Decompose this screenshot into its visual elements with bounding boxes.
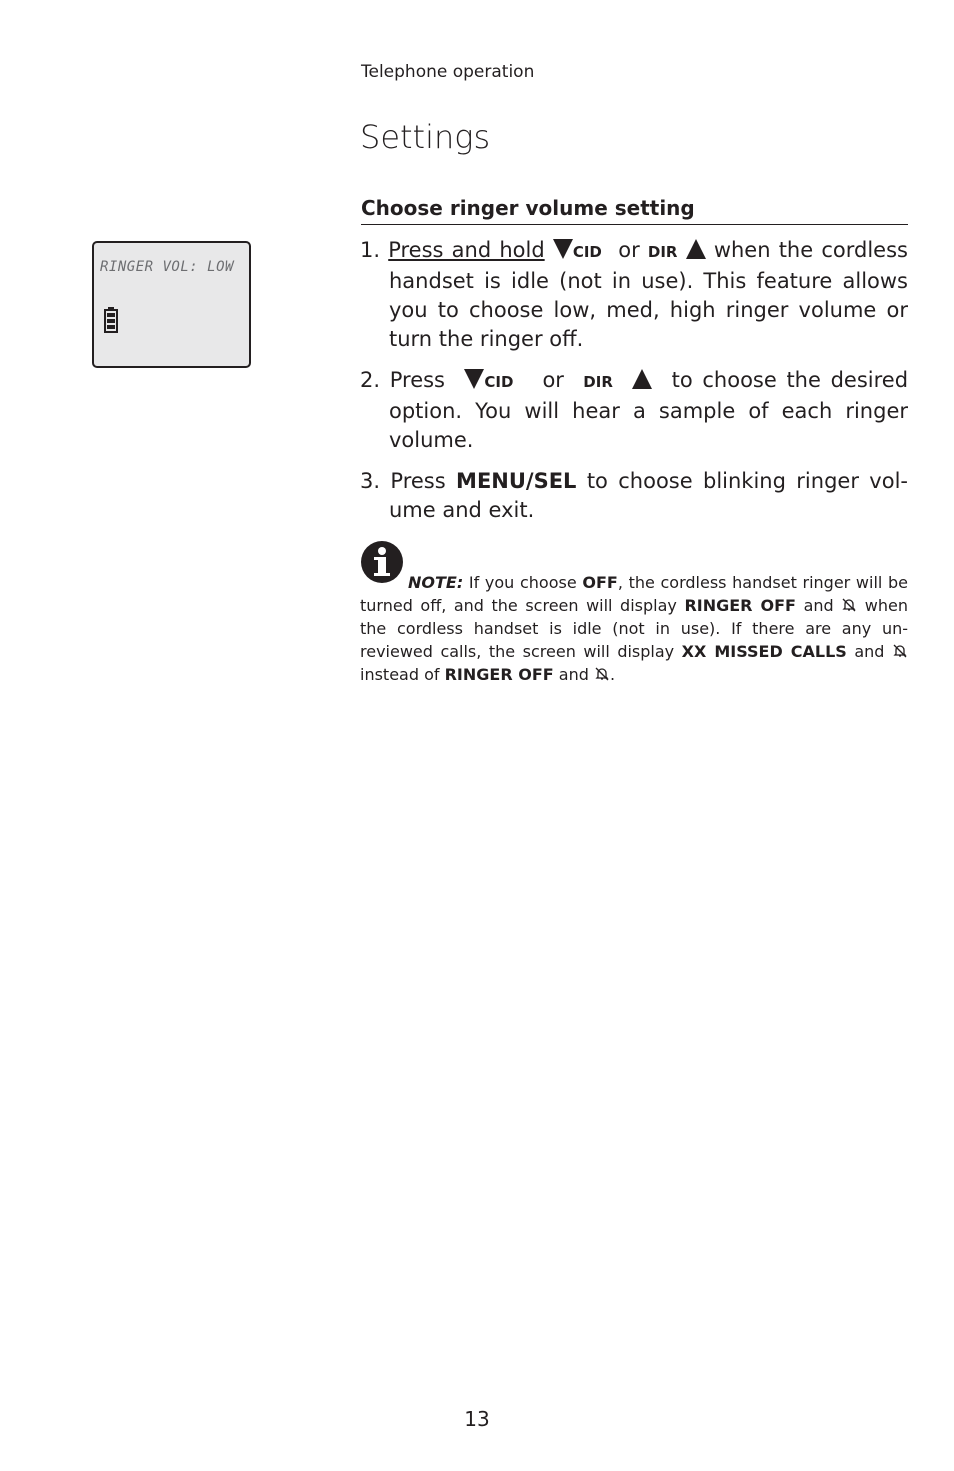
press-and-hold-text: Press and hold [388, 238, 545, 262]
lcd-text: RINGER VOL: LOW [100, 259, 234, 275]
ringer-off-icon [892, 643, 908, 659]
info-icon [360, 540, 404, 584]
menu-sel-key-label: MENU/SEL [456, 469, 577, 493]
steps-list [360, 236, 908, 537]
section-heading: Choose ringer volume setting [361, 196, 908, 225]
note-text: NOTE: If you choose OFF, the cordless handset ringer will be turned off, and the screen will display RINGER OFF and when the cordless handset is idle (not in use). If there are any un-reviewed calls, the screen will display XX MISSED CALLS and instead of RINGER OFF and . [360, 573, 909, 684]
ringer-off-icon [594, 666, 610, 682]
cid-key-label: CID [572, 243, 602, 261]
step-3: 3. Press MENU/SEL to choose blinking ringer vol-ume and exit. [360, 469, 908, 522]
up-arrow-icon [632, 369, 652, 389]
battery-icon [104, 307, 118, 333]
dir-key-label: DIR [583, 373, 613, 391]
up-arrow-icon [686, 239, 706, 259]
step-1: 1. Press and hold CID or DIR when the cordless handset is idle (not in use). This feature allows you to choose low, med, high ringer volume or turn the ringer off. [360, 238, 908, 351]
running-header: Telephone operation [361, 62, 535, 82]
note-block [360, 540, 908, 686]
down-arrow-icon [464, 369, 484, 389]
handset-lcd-screen [92, 241, 251, 368]
step-2: 2. Press CID or DIR to choose the desired option. You will hear a sample of each ringer volume. [360, 368, 909, 452]
ringer-off-icon [841, 597, 857, 613]
note-label: NOTE: [408, 573, 464, 592]
cid-key-label: CID [484, 373, 514, 391]
page-title: Settings [360, 118, 491, 156]
page-number: 13 [464, 1407, 490, 1431]
down-arrow-icon [553, 239, 573, 259]
dir-key-label: DIR [647, 243, 678, 261]
